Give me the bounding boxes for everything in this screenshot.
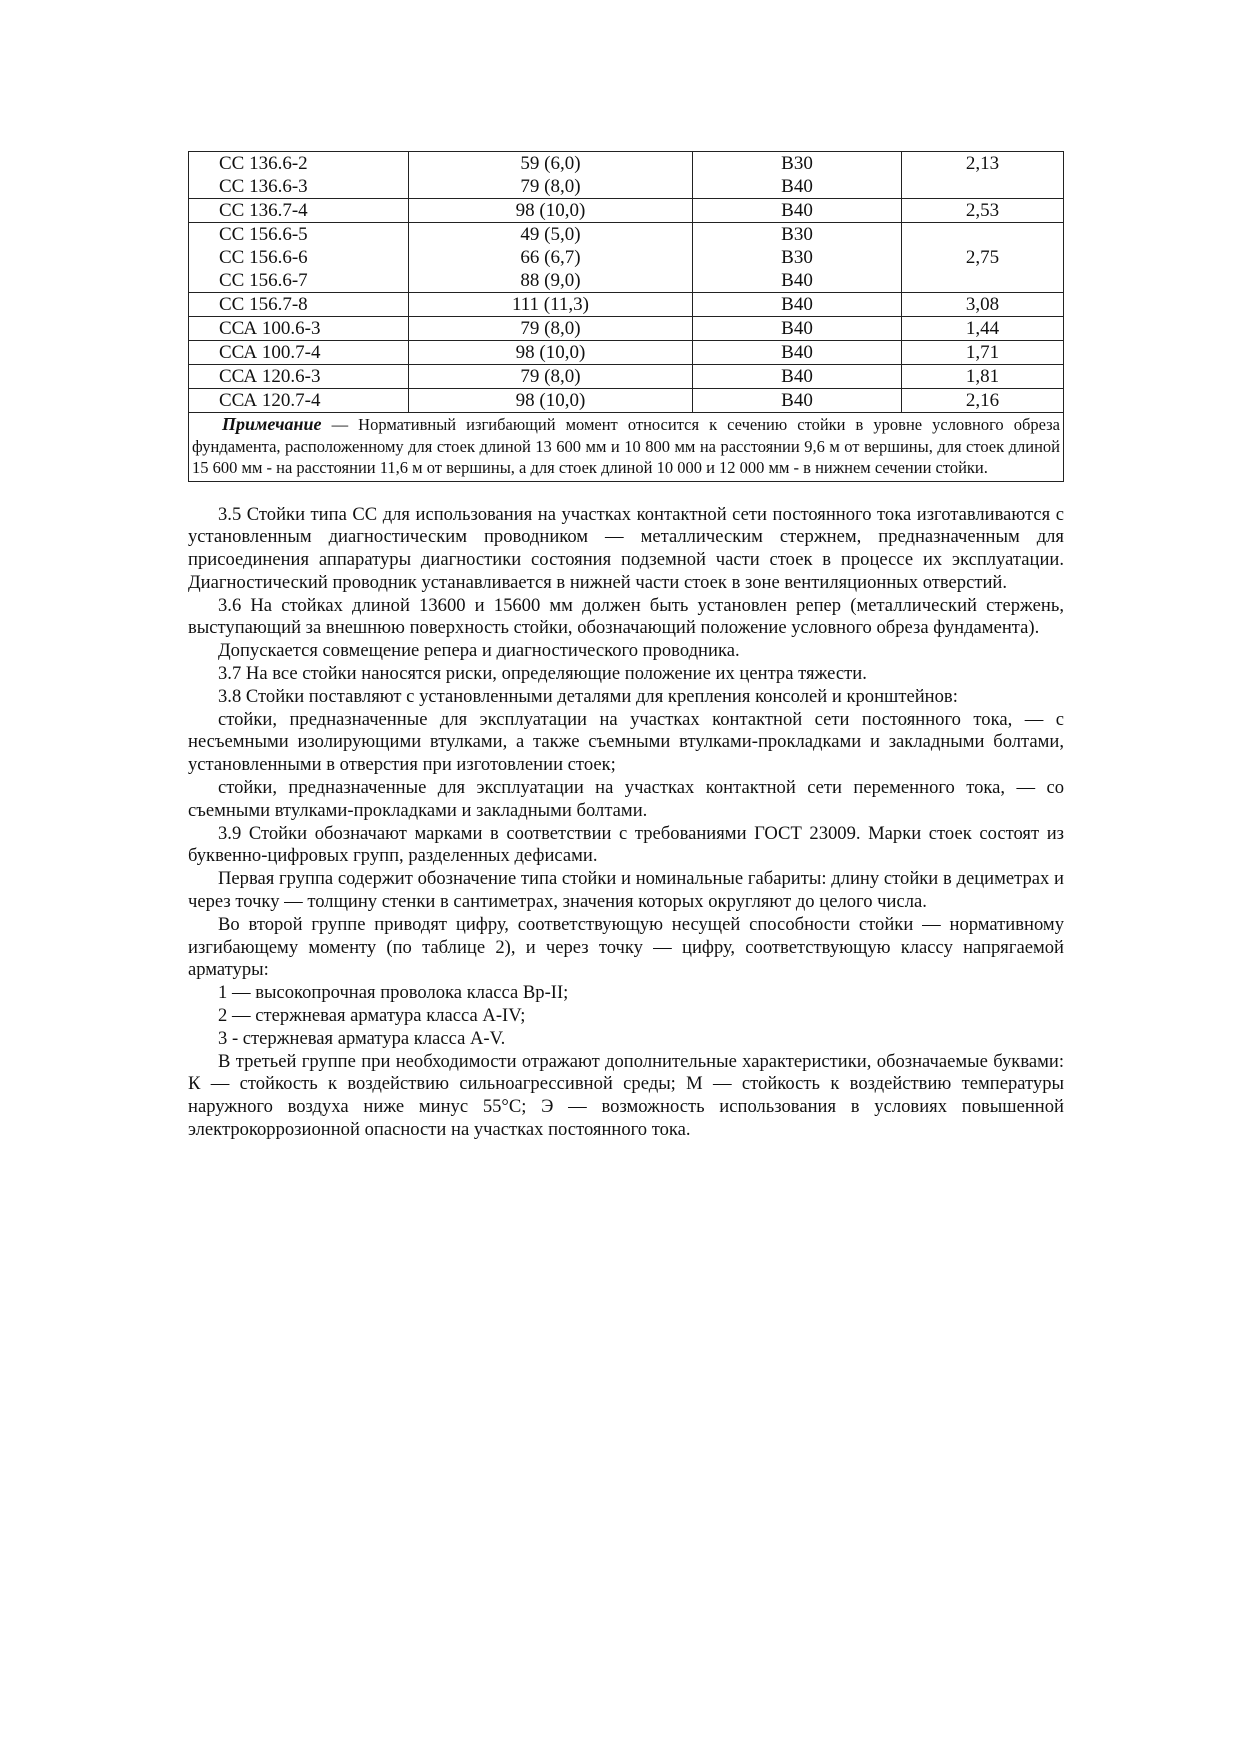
cell-concrete-class-value: В40	[781, 390, 813, 411]
body-text	[188, 504, 1064, 1142]
cell-moment-value: 98 (10,0)	[515, 200, 586, 221]
paragraph: 3.7 На все стойки наносятся риски, определяющие положение их центра тяжести.	[218, 663, 867, 685]
table-row	[189, 199, 1064, 223]
cell-concrete-class-value: В40	[781, 318, 813, 339]
cell-concrete-class-value: В40	[781, 176, 813, 197]
cell-moment-value: 79 (8,0)	[520, 366, 581, 387]
cell-concrete-class	[693, 317, 902, 341]
cell-mark	[189, 317, 409, 341]
paragraph: 3.6 На стойках длиной 13600 и 15600 мм должен быть установлен репер (металлический стержень, выступающий за внешнюю поверхность стойки, обозначающий положение условного обреза фундамента).	[188, 594, 1064, 639]
paragraph: стойки, предназначенные для эксплуатации на участках контактной сети переменного тока, — со съемными втулками-прокладками и закладными болтами.	[188, 777, 1064, 821]
cell-mark	[189, 152, 409, 199]
cell-mark-value: СС 136.7-4	[219, 200, 308, 221]
table-row	[189, 365, 1064, 389]
paragraph: В третьей группе при необходимости отражают дополнительные характеристики, обозначаемые буквами: К — стойкость к воздействию сильноагрессивной среды; М — стойкость к воздействию температуры наружного воздуха ниже минус 55°С; Э — возможность использования в условиях повышенной электрокоррозионной опасности на участках постоянного тока.	[188, 1050, 1064, 1141]
cell-mark-value: СС 136.6-3	[219, 176, 308, 197]
cell-mark-value: ССА 120.7-4	[219, 390, 321, 411]
cell-moment-value: 98 (10,0)	[515, 390, 586, 411]
cell-moment	[409, 389, 693, 413]
cell-mark-value: ССА 100.6-3	[219, 318, 321, 339]
table-note-row	[189, 413, 1064, 482]
cell-volume: 1,81	[902, 365, 1064, 389]
table-row	[189, 317, 1064, 341]
cell-concrete-class	[693, 223, 902, 293]
paragraph: 3.9 Стойки обозначают марками в соответствии с требованиями ГОСТ 23009. Марки стоек состоят из буквенно-цифровых групп, разделенных дефисами.	[188, 822, 1064, 867]
cell-concrete-class-value: В30	[781, 224, 813, 245]
cell-mark	[189, 389, 409, 413]
paragraph: 1 — высокопрочная проволока класса Вр-II;	[218, 982, 569, 1004]
cell-volume: 2,75	[902, 223, 1064, 293]
poles-table	[188, 151, 1064, 482]
note-label: Примечание	[222, 414, 322, 434]
cell-concrete-class	[693, 199, 902, 223]
cell-moment	[409, 317, 693, 341]
cell-concrete-class	[693, 365, 902, 389]
cell-concrete-class	[693, 341, 902, 365]
cell-moment-value: 66 (6,7)	[520, 247, 581, 268]
cell-concrete-class-value: В40	[781, 294, 813, 315]
paragraph: стойки, предназначенные для эксплуатации на участках контактной сети постоянного тока, — с несъемными изолирующими втулками, а также съемными втулками-прокладками и закладными болтами, установленными в отверстия при изготовлении стоек;	[188, 708, 1064, 776]
cell-concrete-class-value: В30	[781, 247, 813, 268]
cell-moment	[409, 199, 693, 223]
cell-concrete-class	[693, 389, 902, 413]
cell-concrete-class	[693, 293, 902, 317]
note-text: — Нормативный изгибающий момент относится к сечению стойки в уровне условного обреза фундамента, расположенному для стоек длиной 13 600 мм и 10 800 мм на расстоянии 9,6 м от вершины, для стоек длиной 15 600 мм - на расстоянии 11,6 м от вершины, а для стоек длиной 10 000 и 12 000 мм - в нижнем сечении стойки.	[192, 415, 1060, 477]
cell-volume: 2,16	[902, 389, 1064, 413]
cell-concrete-class	[693, 152, 902, 199]
cell-moment	[409, 293, 693, 317]
cell-mark-value: СС 156.6-5	[219, 224, 308, 245]
cell-volume: 1,71	[902, 341, 1064, 365]
table-row	[189, 223, 1064, 293]
cell-mark	[189, 199, 409, 223]
table-note	[189, 413, 1064, 482]
cell-concrete-class-value: В40	[781, 366, 813, 387]
cell-concrete-class-value: В40	[781, 342, 813, 363]
table-row	[189, 389, 1064, 413]
paragraph: Допускается совмещение репера и диагностического проводника.	[218, 640, 740, 662]
paragraph: 2 — стержневая арматура класса A-IV;	[218, 1005, 526, 1027]
paragraph: 3.5 Стойки типа СС для использования на участках контактной сети постоянного тока изготавливаются с установленным диагностическим проводником — металлическим стержнем, предназначенным для присоединения аппаратуры диагностики состояния подземной части стоек в процессе их эксплуатации. Диагностический проводник устанавливается в нижней части стоек в зоне вентиляционных отверстий.	[188, 503, 1064, 593]
cell-mark	[189, 293, 409, 317]
cell-moment-value: 98 (10,0)	[515, 342, 586, 363]
paragraph: 3 - стержневая арматура класса A-V.	[218, 1027, 506, 1049]
paragraph: Первая группа содержит обозначение типа стойки и номинальные габариты: длину стойки в дециметрах и через точку — толщину стенки в сантиметрах, значения которых округляют до целого числа.	[188, 868, 1064, 913]
cell-moment-value: 49 (5,0)	[520, 224, 581, 245]
cell-mark	[189, 341, 409, 365]
cell-mark-value: СС 156.6-6	[219, 247, 308, 268]
cell-mark	[189, 365, 409, 389]
cell-moment-value: 79 (8,0)	[520, 176, 581, 197]
cell-mark	[189, 223, 409, 293]
paragraph: 3.8 Стойки поставляют с установленными деталями для крепления консолей и кронштейнов:	[218, 685, 958, 707]
cell-mark-value: СС 136.6-2	[219, 153, 308, 174]
paragraph: Во второй группе приводят цифру, соответствующую несущей способности стойки — нормативному изгибающему моменту (по таблице 2), и через точку — цифру, соответствующую классу напрягаемой арматуры:	[188, 913, 1064, 981]
cell-moment	[409, 341, 693, 365]
table-row	[189, 341, 1064, 365]
cell-volume: 1,44	[902, 317, 1064, 341]
cell-mark-value: СС 156.6-7	[219, 270, 308, 291]
cell-concrete-class-value: В40	[781, 200, 813, 221]
cell-mark-value: СС 156.7-8	[219, 294, 308, 315]
cell-moment	[409, 365, 693, 389]
table-row	[189, 293, 1064, 317]
cell-moment	[409, 223, 693, 293]
cell-moment	[409, 152, 693, 199]
cell-moment-value: 79 (8,0)	[520, 318, 581, 339]
cell-volume: 2,13	[902, 152, 1064, 199]
cell-volume: 3,08	[902, 293, 1064, 317]
cell-volume: 2,53	[902, 199, 1064, 223]
table-row	[189, 152, 1064, 199]
cell-concrete-class-value: В30	[781, 153, 813, 174]
cell-concrete-class-value: В40	[781, 270, 813, 291]
cell-moment-value: 111 (11,3)	[511, 294, 590, 315]
cell-mark-value: ССА 120.6-3	[219, 366, 321, 387]
document-page	[188, 151, 1064, 1142]
cell-mark-value: ССА 100.7-4	[219, 342, 321, 363]
cell-moment-value: 59 (6,0)	[520, 153, 581, 174]
cell-moment-value: 88 (9,0)	[520, 270, 581, 291]
